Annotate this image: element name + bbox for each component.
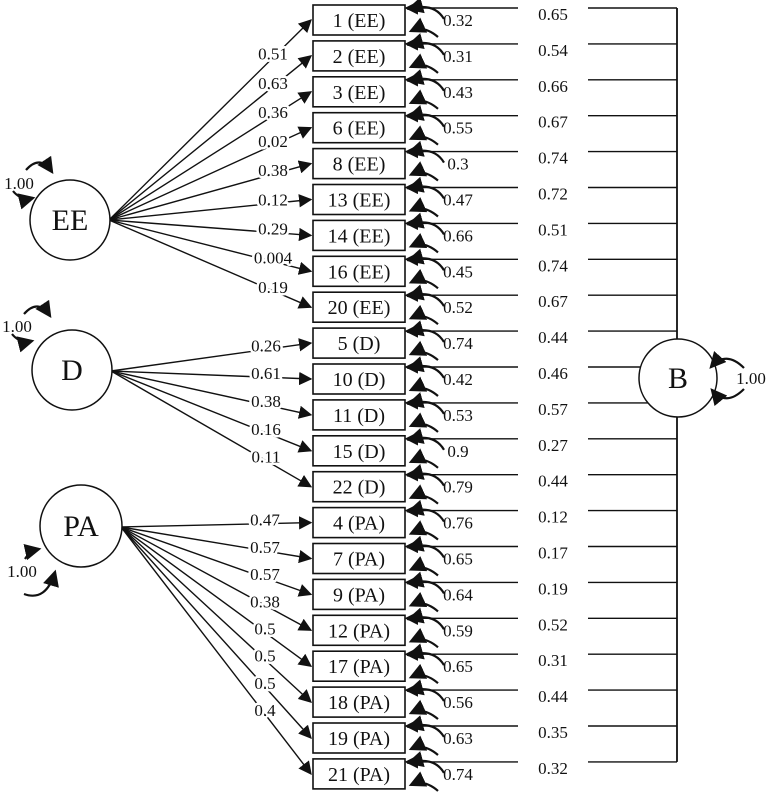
- error-variance-value: 0.55: [443, 118, 473, 138]
- indicator-label: 18 (PA): [327, 692, 391, 715]
- indicator-label: 1 (EE): [332, 10, 386, 32]
- error-variance-value: 0.59: [443, 621, 473, 641]
- factor-loading-value: 0.57: [250, 537, 280, 557]
- error-variance-value: 0.79: [443, 477, 473, 497]
- factor-loading-value: 0.5: [254, 673, 276, 693]
- b-loading-value: 0.51: [538, 220, 568, 240]
- b-loading-value: 0.65: [538, 5, 568, 24]
- indicator-label: 8 (EE): [332, 153, 386, 176]
- b-loading-value: 0.44: [538, 687, 568, 707]
- factor-loading-value: 0.38: [250, 592, 280, 612]
- indicator-label: 11 (D): [332, 404, 386, 427]
- variance-value: 1.00: [4, 174, 34, 193]
- factor-loading-value: 0.36: [258, 102, 288, 122]
- b-loading-value: 0.19: [538, 579, 568, 599]
- factor-loading-value: 0.61: [251, 364, 281, 384]
- error-variance-value: 0.32: [443, 11, 473, 30]
- variance-value: 1.00: [2, 317, 32, 336]
- indicator-label: 4 (PA): [332, 512, 386, 535]
- factor-loading-value: 0.5: [254, 646, 276, 666]
- error-variance-value: 0.9: [447, 441, 469, 461]
- indicator-label: 16 (EE): [327, 261, 391, 284]
- error-variance-value: 0.56: [443, 693, 473, 713]
- indicator-label: 10 (D): [332, 369, 386, 391]
- b-loading-value: 0.66: [538, 76, 568, 96]
- error-variance-value: 0.53: [443, 405, 473, 425]
- latent-factor-label: PA: [63, 510, 99, 543]
- b-loading-value: 0.67: [538, 292, 568, 312]
- b-loading-value: 0.57: [538, 399, 568, 419]
- factor-loading-value: 0.51: [258, 44, 288, 64]
- factor-loading-value: 0.19: [258, 277, 288, 297]
- error-variance-value: 0.42: [443, 370, 473, 389]
- factor-loading-value: 0.47: [250, 510, 280, 530]
- error-variance-value: 0.45: [443, 262, 473, 282]
- error-variance-value: 0.63: [443, 729, 473, 748]
- indicator-label: 2 (EE): [332, 45, 386, 68]
- latent-factor-label: D: [61, 354, 83, 387]
- b-loading-value: 0.12: [538, 507, 568, 527]
- factor-loading-value: 0.38: [258, 161, 288, 181]
- b-loading-value: 0.44: [538, 471, 568, 491]
- factor-loading-value: 0.26: [251, 336, 281, 356]
- indicator-label: 12 (PA): [327, 620, 391, 643]
- error-variance-value: 0.65: [443, 657, 473, 677]
- b-loading-value: 0.35: [538, 723, 568, 742]
- b-loading-value: 0.74: [538, 256, 568, 276]
- indicator-label: 3 (EE): [332, 81, 386, 104]
- b-loading-value: 0.74: [538, 148, 568, 168]
- indicator-label: 17 (PA): [327, 656, 391, 679]
- variance-value: 1.00: [7, 562, 37, 581]
- indicator-label: 19 (PA): [327, 728, 391, 750]
- b-loading-value: 0.31: [538, 651, 568, 671]
- indicator-label: 20 (EE): [327, 297, 391, 320]
- indicator-label: 13 (EE): [327, 189, 391, 212]
- variance-value: 1.00: [736, 369, 766, 388]
- factor-loading-value: 0.29: [258, 219, 288, 239]
- error-variance-value: 0.74: [443, 764, 473, 784]
- indicator-label: 15 (D): [332, 440, 386, 463]
- error-variance-value: 0.65: [443, 549, 473, 569]
- factor-loading-value: 0.4: [254, 701, 276, 721]
- error-variance-value: 0.47: [443, 190, 473, 210]
- factor-loading-value: 0.38: [251, 392, 281, 412]
- b-loading-value: 0.17: [538, 543, 568, 563]
- indicator-label: 14 (EE): [327, 225, 391, 248]
- b-loading-value: 0.72: [538, 184, 568, 204]
- error-variance-value: 0.74: [443, 334, 473, 354]
- error-variance-value: 0.3: [447, 154, 469, 174]
- factor-loading-value: 0.5: [254, 619, 276, 639]
- b-loading-value: 0.44: [538, 328, 568, 348]
- latent-factor-label: EE: [51, 204, 89, 237]
- b-loading-value: 0.27: [538, 435, 568, 455]
- b-loading-value: 0.46: [538, 364, 568, 383]
- factor-loading-value: 0.02: [258, 132, 288, 152]
- factor-loading-value: 0.11: [251, 447, 281, 467]
- factor-loading-value: 0.16: [251, 419, 281, 439]
- b-loading-value: 0.54: [538, 40, 568, 60]
- indicator-label: 5 (D): [337, 333, 381, 356]
- factor-loading-value: 0.004: [253, 248, 293, 268]
- b-loading-value: 0.52: [538, 615, 568, 635]
- factor-loading-value: 0.12: [258, 190, 288, 210]
- indicator-label: 9 (PA): [332, 584, 386, 607]
- error-variance-value: 0.43: [443, 82, 473, 102]
- error-variance-value: 0.64: [443, 585, 473, 605]
- general-factor-label: B: [667, 362, 689, 395]
- indicator-label: 22 (D): [332, 476, 386, 499]
- indicator-label: 6 (EE): [332, 117, 386, 140]
- error-variance-value: 0.66: [443, 226, 473, 246]
- b-loading-value: 0.67: [538, 112, 568, 132]
- indicator-label: 21 (PA): [327, 763, 391, 786]
- b-loading-value: 0.32: [538, 758, 568, 778]
- error-variance-value: 0.31: [443, 46, 473, 66]
- error-variance-value: 0.76: [443, 513, 473, 533]
- indicator-label: 7 (PA): [332, 548, 386, 571]
- error-variance-value: 0.52: [443, 298, 473, 318]
- factor-loading-value: 0.63: [258, 73, 288, 93]
- factor-loading-value: 0.57: [250, 565, 280, 585]
